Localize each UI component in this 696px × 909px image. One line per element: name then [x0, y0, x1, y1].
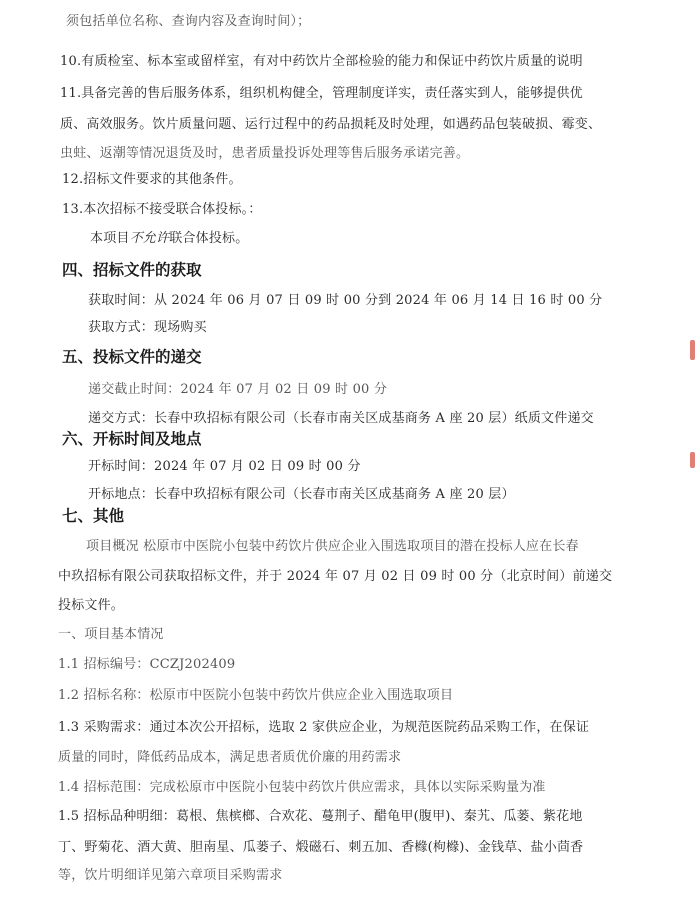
text-line: 中玖招标有限公司获取招标文件，并于 2024 年 07 月 02 日 09 时 00 分（北京时间）前递交 — [58, 569, 613, 584]
seal-fragment — [690, 340, 695, 360]
text-line: 丁、野菊花、酒大黄、胆南星、瓜蒌子、煅磁石、刺五加、香橼(枸橼)、金钱草、盐小茴香 — [58, 840, 584, 855]
text-line: 等，饮片明细详见第六章项目采购需求 — [58, 868, 283, 883]
section-heading-7: 七、其他 — [62, 507, 125, 525]
opening-location: 开标地点：长春中玖招标有限公司（长春市南关区成基商务 A 座 20 层） — [88, 487, 515, 502]
tender-number: 1.1 招标编号：CCZJ202409 — [58, 657, 236, 672]
text-span: 本项目 — [90, 231, 130, 246]
joint-bid-statement — [90, 229, 248, 249]
tender-name: 1.2 招标名称：松原市中医院小包装中药饮片供应企业入围选取项目 — [58, 688, 454, 703]
project-overview: 项目概况 松原市中医院小包装中药饮片供应企业入围选取项目的潜在投标人应在长春 — [86, 539, 579, 554]
section-heading-6: 六、开标时间及地点 — [62, 430, 202, 448]
acquisition-method: 获取方式：现场购买 — [88, 320, 207, 335]
procurement-need: 1.3 采购需求：通过本次公开招标，选取 2 家供应企业，为规范医院药品采购工作，在保证 — [58, 720, 590, 735]
tender-items: 1.5 招标品种明细：葛根、焦槟榔、合欢花、蔓荆子、醋龟甲(腹甲)、秦艽、瓜蒌、紫花地 — [58, 809, 583, 824]
tender-scope: 1.4 招标范围：完成松原市中医院小包装中药饮片供应需求，具体以实际采购量为准 — [58, 780, 546, 795]
submission-method: 递交方式：长春中玖招标有限公司（长春市南关区成基商务 A 座 20 层）纸质文件递交 — [88, 411, 594, 426]
text-line: 投标文件。 — [58, 598, 125, 613]
text-line: 虫蛀、返潮等情况退货及时，患者质量投诉处理等售后服务承诺完善。 — [60, 146, 470, 161]
text-line: 质量的同时，降低药品成本，满足患者质优价廉的用药需求 — [58, 750, 402, 765]
section-heading-4: 四、招标文件的获取 — [62, 261, 202, 279]
submission-deadline: 递交截止时间：2024 年 07 月 02 日 09 时 00 分 — [88, 382, 388, 397]
requirement-11: 11.具备完善的售后服务体系，组织机构健全，管理制度详实，责任落实到人，能够提供优 — [60, 86, 583, 101]
not-allowed-text: 不允许 — [129, 231, 170, 246]
seal-fragment — [690, 452, 695, 468]
acquisition-time: 获取时间：从 2024 年 06 月 07 日 09 时 00 分到 2024 年 06 月 14 日 16 时 00 分 — [88, 293, 603, 308]
subsection-heading: 一、项目基本情况 — [58, 627, 164, 642]
requirement-13: 13.本次招标不接受联合体投标。： — [62, 202, 262, 217]
requirement-10: 10.有质检室、标本室或留样室，有对中药饮片全部检验的能力和保证中药饮片质量的说明 — [60, 54, 583, 69]
text-line: 须包括单位名称、查询内容及查询时间）； — [66, 14, 311, 29]
requirement-12: 12.招标文件要求的其他条件。 — [62, 172, 242, 187]
text-span: 联合体投标。 — [169, 231, 249, 246]
text-line: 质、高效服务。饮片质量问题、运行过程中的药品损耗及时处理，如遇药品包装破损、霉变、 — [60, 117, 602, 132]
section-heading-5: 五、投标文件的递交 — [62, 348, 202, 366]
opening-time: 开标时间：2024 年 07 月 02 日 09 时 00 分 — [88, 459, 361, 474]
